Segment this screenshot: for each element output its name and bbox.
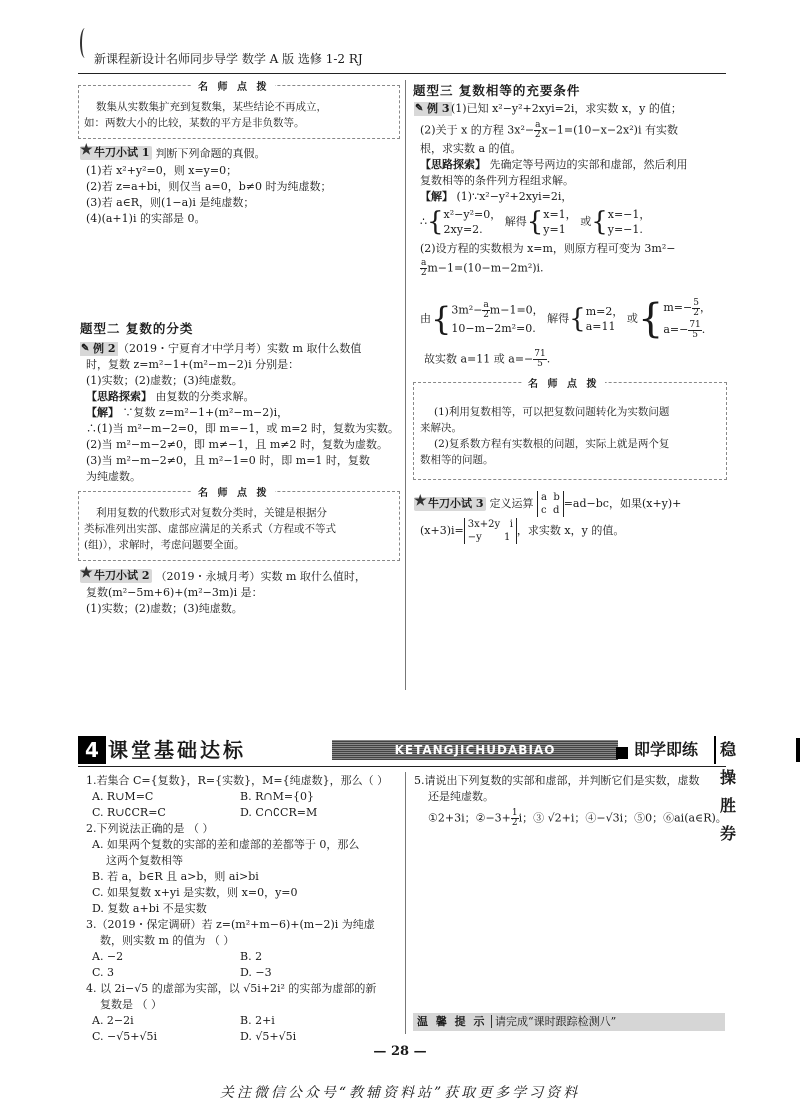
banner-right-1: 即学即练 — [634, 740, 699, 759]
solution-text: (2)设方程的实数根为 x=m，则原方程可变为 3m²− — [420, 242, 676, 255]
exercise-q3: 3.（2019・保定调研）若 z=(m²+m−6)+(m−2)i 为纯虚 — [86, 918, 375, 931]
option: B. 2+i — [240, 1014, 275, 1027]
option: D. 复数 a+bi 不是实数 — [92, 902, 207, 915]
option: C. 如果复数 x+yi 是实数，则 x=0，y=0 — [92, 886, 298, 899]
solve-line: 【解】 ∵复数 z=m²−1+(m²−m−2)i， — [86, 406, 289, 419]
trial-prompt: 判断下列命题的真假。 — [155, 147, 266, 160]
system-2: 由{ 3m²− $\frac{a}{2}$ m−1=0， 10−m−2m²=0. 解得{ m=2， a=11 或{ m=− $\frac{5}{2}$ ， a=− $\frac{71}{5}$ . — [420, 296, 711, 342]
footer-note: 关注微信公众号“教辅资料站”获取更多学习资料 — [219, 1085, 581, 1101]
example-tag-2: ✎ 例 2 — [80, 342, 118, 356]
example-text: 根，求实数 a 的值。 — [420, 142, 522, 155]
tip-bar — [413, 1013, 725, 1031]
exercise-q3: 数，则实数 m 的值为 （ ） — [100, 934, 235, 947]
trial-prompt: 定义运算 a b c d =ad−bc，如果(x+y)+ — [489, 492, 682, 516]
header-ornament — [80, 28, 90, 58]
example-text: (1)实数；(2)虚数；(3)纯虚数。 — [86, 374, 243, 387]
option: C. R∪∁CR=C — [92, 806, 166, 819]
banner-number: 4 — [78, 736, 106, 764]
star-icon: ★ — [80, 565, 93, 581]
list-item: (4)(a+1)i 的实部是 0。 — [86, 212, 206, 225]
tip-box-title: 名 师 点 拨 — [192, 484, 275, 499]
option: D. C∩∁CR=M — [240, 806, 318, 819]
list-item: (1)若 x²+y²=0，则 x=y=0； — [86, 164, 238, 177]
option: A. R∪M=C — [92, 790, 154, 803]
example-text: (1)已知 x²−y²+2xyi=2i，求实数 x，y 的值； — [451, 102, 682, 115]
option: A. 2−2i — [92, 1014, 134, 1027]
explore-text: 复数相等的条件列方程组求解。 — [420, 174, 574, 187]
page-number: — 28 — — [373, 1044, 427, 1059]
option: D. √5+√5i — [240, 1030, 297, 1043]
column-divider — [405, 80, 406, 690]
section-heading: 题型二 复数的分类 — [80, 321, 194, 336]
pen-icon: ✎ — [415, 103, 424, 114]
banner-pinyin: KETANGJICHUDABIAO — [332, 740, 618, 760]
tip-text: (2)复系数方程有实数根的问题，实际上就是两个复 — [434, 438, 670, 450]
option: B. R∩M={0} — [240, 790, 315, 803]
exercise-q4: 4. 以 2i−√5 的虚部为实部，以 √5i+2i² 的实部为虚部的新 — [86, 982, 377, 995]
exercise-q5: 还是纯虚数。 — [428, 790, 494, 803]
section-heading: 题型三 复数相等的充要条件 — [413, 83, 581, 98]
square-icon — [616, 747, 628, 759]
example-text: （2019・宁夏育才中学月考）实数 m 取什么数值 — [118, 342, 362, 355]
tip-text: (1)利用复数相等，可以把复数问题转化为实数问题 — [434, 406, 670, 418]
banner-end-bar — [796, 738, 800, 762]
trial-tag-2: ★ 牛刀小试 2 （2019・永城月考）实数 m 取什么值时， — [80, 565, 366, 583]
solve-line: 【解】 (1)∵x²−y²+2xyi=2i， — [420, 190, 573, 203]
star-icon: ★ — [80, 142, 93, 158]
trial-text: (x+3)i= 3x+2y i −y 1 ，求实数 x，y 的值。 — [420, 519, 625, 543]
explore-line: 【思路探索】 先确定等号两边的实部和虚部，然后利用 — [420, 158, 688, 171]
tip-text: 数集从实数集扩充到复数集，某些结论不再成立， — [96, 101, 327, 113]
tip-text: 如：两数大小的比较，某数的平方是非负数等。 — [84, 117, 305, 129]
option: D. −3 — [240, 966, 272, 979]
list-item: (3)若 a∈R，则(1−a)i 是纯虚数； — [86, 196, 255, 209]
option: C. −√5+√5i — [92, 1030, 157, 1043]
exercise-q4: 复数是 （ ） — [100, 998, 162, 1011]
tip-bar-text: 请完成“课时跟踪检测八” — [495, 1015, 617, 1028]
banner-title: 课堂基础达标 — [108, 738, 246, 762]
trial-tag-1: ★ 牛刀小试 1 判断下列命题的真假。 — [80, 142, 266, 160]
trial-text: 复数(m²−5m+6)+(m²−3m)i 是： — [86, 586, 263, 599]
list-item: (2)若 z=a+bi，则仅当 a=0，b≠0 时为纯虚数； — [86, 180, 332, 193]
tip-text: 来解决。 — [420, 422, 462, 434]
trial-text: (1)实数；(2)虚数；(3)纯虚数。 — [86, 602, 243, 615]
option: B. 2 — [240, 950, 263, 963]
solution-text: (3)当 m²−m−2≠0，且 m²−1=0 时，即 m=1 时，复数 — [86, 454, 370, 467]
tip-text: 数相等的问题。 — [420, 454, 494, 466]
tip-text: (组)），求解时，考虑问题要全面。 — [84, 539, 245, 551]
column-divider — [405, 772, 406, 1034]
tip-text: 利用复数的代数形式对复数分类时，关键是根据分 — [96, 507, 327, 519]
solution-text: 为纯虚数。 — [86, 470, 141, 483]
example-tag-3: ✎ 例 3 — [414, 102, 452, 116]
tip-box-title: 名 师 点 拨 — [192, 78, 275, 93]
conclusion-text: 故实数 a=11 或 a=− $\frac{71}{5}$ . — [424, 349, 551, 369]
example-text: 时，复数 z=m²−1+(m²−m−2)i 分别是： — [86, 358, 300, 371]
solution-text: $\frac{a}{2}$ m−1=(10−m−2m²)i. — [420, 258, 544, 278]
explore-line: 【思路探索】 由复数的分类求解。 — [86, 390, 255, 403]
solution-text: ∴(1)当 m²−m−2=0，即 m=−1，或 m=2 时，复数为实数。 — [86, 422, 399, 435]
trial-tag-3: ★ 牛刀小试 3 定义运算 a b c d =ad−bc，如果(x+y)+ — [414, 492, 682, 516]
pen-icon: ✎ — [81, 343, 90, 354]
exercise-q5: 5.请说出下列复数的实部和虚部，并判断它们是实数，虚数 — [414, 774, 700, 787]
exercise-q1: 1.若集合 C={复数}，R={实数}，M={纯虚数}，那么（ ） — [86, 774, 389, 787]
banner-right-2: 稳操胜券 — [714, 736, 736, 764]
trial-prompt: （2019・永城月考）实数 m 取什么值时， — [155, 570, 366, 583]
header-title: 新课程新设计名师同步导学 数学 A 版 选修 1-2 RJ — [94, 52, 363, 66]
example-text: (2)关于 x 的方程 3x²− $\frac{a}{2}$ x−1=(10−x−2x²)i 有实数 — [420, 120, 678, 140]
option: A. −2 — [92, 950, 124, 963]
option: 这两个复数相等 — [106, 854, 183, 867]
solution-text: (2)当 m²−m−2≠0，即 m≠−1，且 m≠2 时，复数为虚数。 — [86, 438, 388, 451]
tip-bar-label: 温 馨 提 示 — [413, 1015, 492, 1028]
star-icon: ★ — [414, 493, 427, 509]
system-1: ∴{ x²−y²=0， 2xy=2. 解得{ x=1， y=1 或{ x=−1， y=−1. — [420, 207, 651, 237]
exercise-q5-items: ①2+3i；②−3+ $\frac{1}{2}$ i；③ √2+i；④−√3i；⑤0；⑥ai(a∈R)。 — [428, 808, 727, 828]
exercise-q2: 2.下列说法正确的是 （ ） — [86, 822, 214, 835]
option: C. 3 — [92, 966, 115, 979]
option: A. 如果两个复数的实部的差和虚部的差都等于 0，那么 — [92, 838, 360, 851]
tip-text: 类标准列出实部、虚部应满足的关系式（方程或不等式 — [84, 523, 336, 535]
option: B. 若 a，b∈R 且 a>b，则 ai>bi — [92, 870, 259, 883]
header-rule — [78, 73, 726, 74]
banner-rule — [78, 766, 726, 767]
tip-box-title: 名 师 点 拨 — [522, 375, 605, 390]
